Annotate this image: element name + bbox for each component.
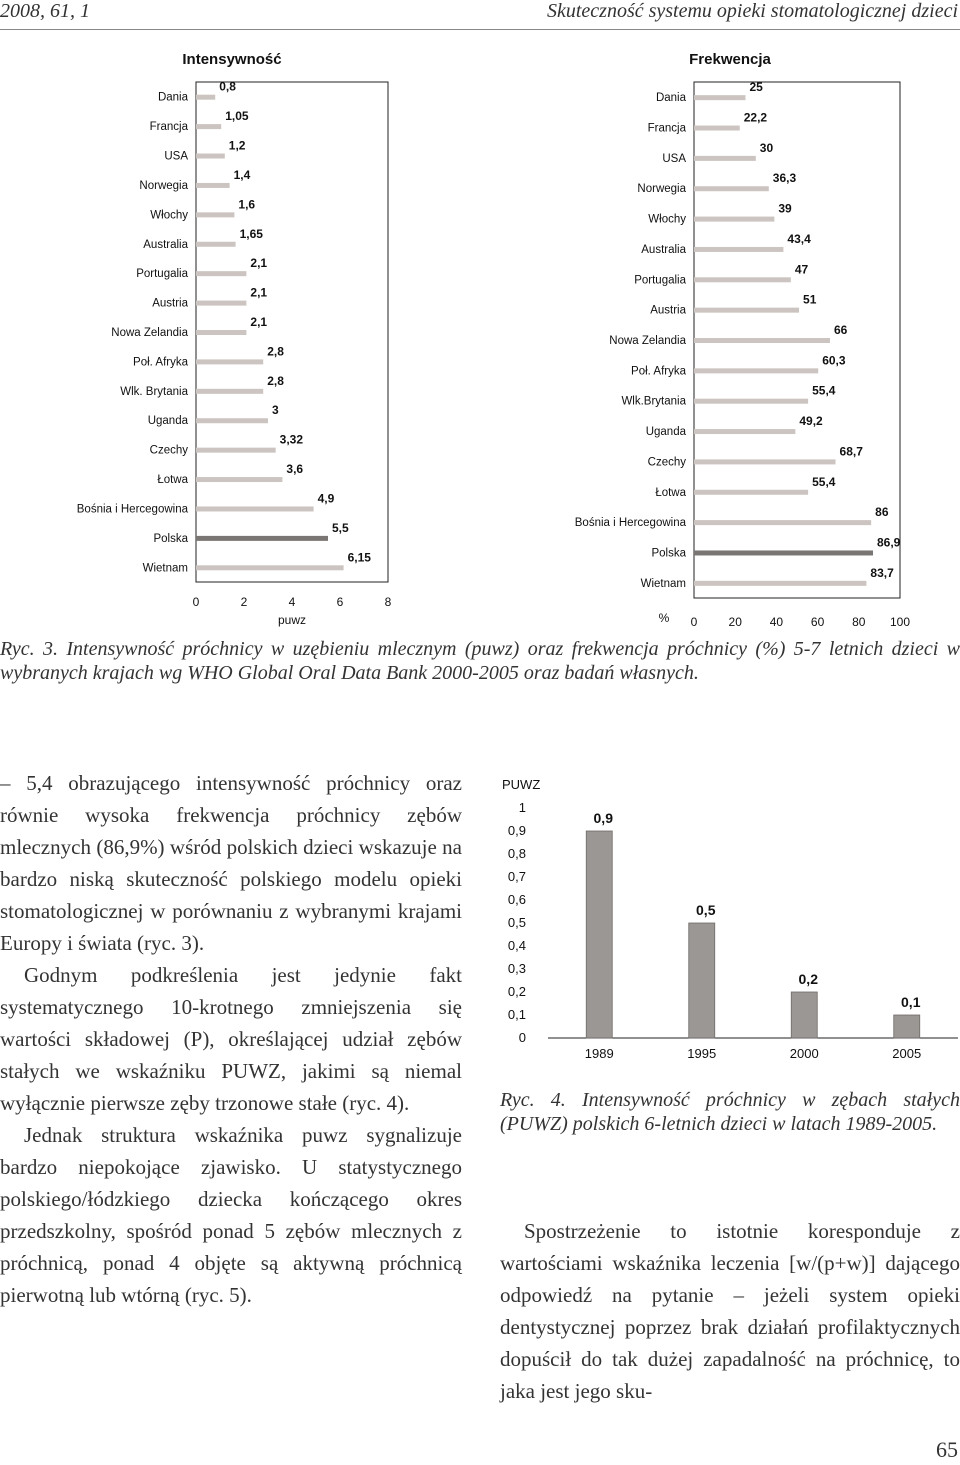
value-label: 55,4 [812,474,836,489]
bar-1 [196,124,221,129]
value-label: 30 [759,140,774,155]
category-label: Nowa Zelandia [609,335,686,347]
bar-1 [694,126,740,131]
header-rule [0,29,960,30]
y-tick-label: 1 [518,800,526,815]
chart-title: Frekwencja [689,51,771,68]
category-label: Bośnia i Hercegowina [76,503,188,516]
bar-10 [196,389,263,394]
x-tick-label: 20 [728,615,742,629]
value-label: 36,3 [772,171,797,186]
category-label: 2000 [789,1046,819,1061]
bar-3 [694,186,769,191]
x-tick-label: 2 [240,595,248,609]
category-label: Włochy [150,209,188,222]
category-label: Wlk.Brytania [621,395,686,408]
category-label: Uganda [645,426,686,439]
category-label: Polska [153,532,188,545]
value-label: 2,1 [250,315,268,329]
bar-9 [196,359,263,364]
bar-11 [196,418,268,423]
figure-4-caption: Ryc. 4. Intensywność próchnicy w zębach stałych (PUWZ) polskich 6-letnich dzieci w latach 1989-2005. [500,1089,960,1135]
bar-2 [196,154,225,159]
value-label: 0,8 [219,79,236,94]
category-label: Poł. Afryka [631,365,686,378]
bar-6 [694,277,791,282]
value-label: 6,15 [347,550,371,565]
category-label: Norwegia [139,179,188,192]
value-label: 83,7 [870,565,894,580]
category-label: Francja [149,121,188,134]
y-axis-label: PUWZ [502,777,541,792]
value-label: 0,5 [696,902,716,918]
bar-4 [694,217,774,222]
category-label: Uganda [147,415,188,428]
bar-9 [694,368,818,373]
category-label: Austria [152,297,188,310]
bar-15 [694,550,873,555]
bar-12 [694,459,836,464]
bar-8 [694,338,830,343]
category-label: Bośnia i Hercegowina [574,517,686,530]
category-label: Portugalia [634,274,686,287]
category-label: Austria [650,304,686,317]
value-label: 22,2 [743,110,768,125]
bar-10 [694,399,808,404]
value-label: 3,6 [286,462,304,477]
bar-1995 [689,923,715,1038]
value-label: 25 [749,80,763,95]
value-label: 39 [778,201,792,216]
value-label: 3,32 [279,432,304,447]
x-tick-label: 60 [810,615,825,629]
value-label: 86 [875,505,889,520]
value-label: 86,9 [877,535,901,550]
bar-5 [196,242,236,247]
bar-11 [694,429,795,434]
value-label: 2,8 [267,344,284,359]
category-label: Francja [647,122,686,135]
value-label: 0,2 [798,971,818,987]
y-tick-label: 0,6 [507,892,526,907]
x-axis-label: % [658,611,670,625]
category-label: Dania [655,92,686,105]
bar-7 [196,301,246,306]
paragraph-1: – 5,4 obrazującego intensywność próchnicy oraz równie wysoka frekwencja próchnicy zębów mlecznych (86,9%) wśród polskich dzieci wskazuje na bardzo niską skuteczność polskiego modelu opieki stomatologicznej w porównaniu z wybranymi krajami Europy i świata (ryc. 3). [0,771,462,955]
value-label: 55,4 [812,383,836,398]
x-axis-label: puwz [277,613,307,627]
bar-3 [196,183,230,188]
bar-0 [196,95,215,100]
chart-title: Intensywność [182,51,282,68]
right-text-column [500,1215,960,1407]
y-tick-label: 0,3 [507,961,526,976]
value-label: 1,65 [239,226,263,241]
paragraph-3: Jednak struktura wskaźnika puwz sygnalizuje bardzo niepokojące zjawisko. U statystycznego polskiego/łódzkiego dziecka kończącego okres przedszkolny, spośród ponad 5 zębów mlecznych z próchnicą, ponad 4 objęte są aktywną próchnicą pierwotną lub wtórną (ryc. 5). [0,1123,462,1307]
puwz-chart [498,770,960,1070]
category-label: 1989 [584,1046,614,1061]
category-label: Wietnam [142,562,188,575]
bar-14 [694,520,871,525]
y-tick-label: 0,2 [507,984,526,999]
category-label: Czechy [647,456,686,469]
value-label: 2,1 [250,256,268,271]
category-label: 1995 [687,1046,717,1061]
category-label: Polska [651,547,686,560]
y-tick-label: 0,5 [507,915,526,930]
value-label: 2,8 [267,373,284,388]
y-tick-label: 0,8 [507,846,526,861]
bar-1989 [586,831,612,1038]
value-label: 3 [272,403,279,418]
category-label: Wietnam [640,577,686,590]
category-label: Nowa Zelandia [111,327,188,339]
category-label: Portugalia [136,268,188,281]
value-label: 2,1 [250,285,268,300]
y-tick-label: 0,4 [507,938,526,953]
paragraph-2: Godnym podkreślenia jest jedynie fakt systematycznego 10-krotnego zmniejszenia się wartości składowej (P), określającej udział zębów stałych we wskaźniku PUWZ, jakimi są niemal wyłącznie pierwsze zęby trzonowe stałe (ryc. 4). [0,963,462,1115]
category-label: Australia [641,243,686,256]
y-tick-label: 0,9 [507,823,526,838]
category-label: Łotwa [157,474,188,487]
value-label: 1,6 [238,197,256,212]
value-label: 1,4 [233,167,251,182]
frequency-chart [540,38,960,630]
left-text-column [0,767,462,1311]
bar-14 [196,506,314,511]
x-tick-label: 0 [690,615,698,629]
figure-3-caption: Ryc. 3. Intensywność próchnicy w uzębieniu mlecznym (puwz) oraz frekwencja próchnicy (%) 5-7 letnich dzieci w wybranych krajach wg WHO Global Oral Data Bank 2000-2005 oraz badań własnych. [0,638,960,684]
category-label: Łotwa [655,486,686,499]
x-tick-label: 100 [889,615,911,629]
category-label: USA [164,150,188,163]
x-tick-label: 40 [769,615,784,629]
bar-16 [694,581,866,586]
value-label: 47 [794,262,809,277]
bar-2 [694,156,756,161]
value-label: 0,1 [901,994,921,1010]
value-label: 68,7 [839,444,863,459]
bar-4 [196,212,234,217]
category-label: Włochy [648,213,686,226]
value-label: 1,05 [225,109,249,124]
bar-8 [196,330,246,335]
x-tick-label: 8 [384,595,392,609]
category-label: Poł. Afryka [133,356,188,369]
value-label: 4,9 [317,491,335,506]
bar-5 [694,247,783,252]
x-tick-label: 4 [288,595,296,609]
paragraph-right: Spostrzeżenie to istotnie koresponduje z wartościami wskaźnika leczenia [w/(p+w)] dającego odpowiedź na pytanie – jeżeli system opieki dentystycznej poprzez brak działań profilaktycznych dopuścił do tak dużej zapadalność na próchnicę, to jaka jest jego sku- [500,1219,960,1403]
value-label: 66 [833,323,848,337]
bar-6 [196,271,246,276]
category-label: Wlk. Brytania [120,385,188,398]
bar-13 [196,477,282,482]
category-label: USA [662,152,686,165]
category-label: Czechy [149,444,188,457]
x-tick-label: 0 [192,595,200,609]
y-tick-label: 0 [518,1030,526,1045]
bar-13 [694,490,808,495]
page-number: 65 [936,1437,958,1462]
bar-2005 [894,1015,920,1038]
bar-2000 [791,992,817,1038]
y-tick-label: 0,1 [507,1007,526,1022]
y-tick-label: 0,7 [507,869,526,884]
category-label: Australia [143,238,188,251]
bar-16 [196,565,344,570]
running-header-right: Skuteczność systemu opieki stomatologicznej dzieci [546,0,958,22]
value-label: 51 [803,292,817,307]
category-label: Norwegia [637,183,686,196]
value-label: 43,4 [787,231,811,246]
value-label: 60,3 [822,353,846,368]
value-label: 0,9 [593,810,613,826]
value-label: 49,2 [799,414,823,429]
bar-7 [694,308,799,313]
x-tick-label: 6 [336,595,344,609]
category-label: Dania [157,91,188,104]
bar-15 [196,536,328,541]
x-tick-label: 80 [852,615,866,629]
value-label: 5,5 [332,520,349,535]
intensity-chart [0,38,420,630]
running-header-left: 2008, 61, 1 [0,0,90,22]
value-label: 1,2 [228,138,246,153]
category-label: 2005 [892,1046,922,1061]
bar-12 [196,448,276,453]
bar-0 [694,95,746,100]
